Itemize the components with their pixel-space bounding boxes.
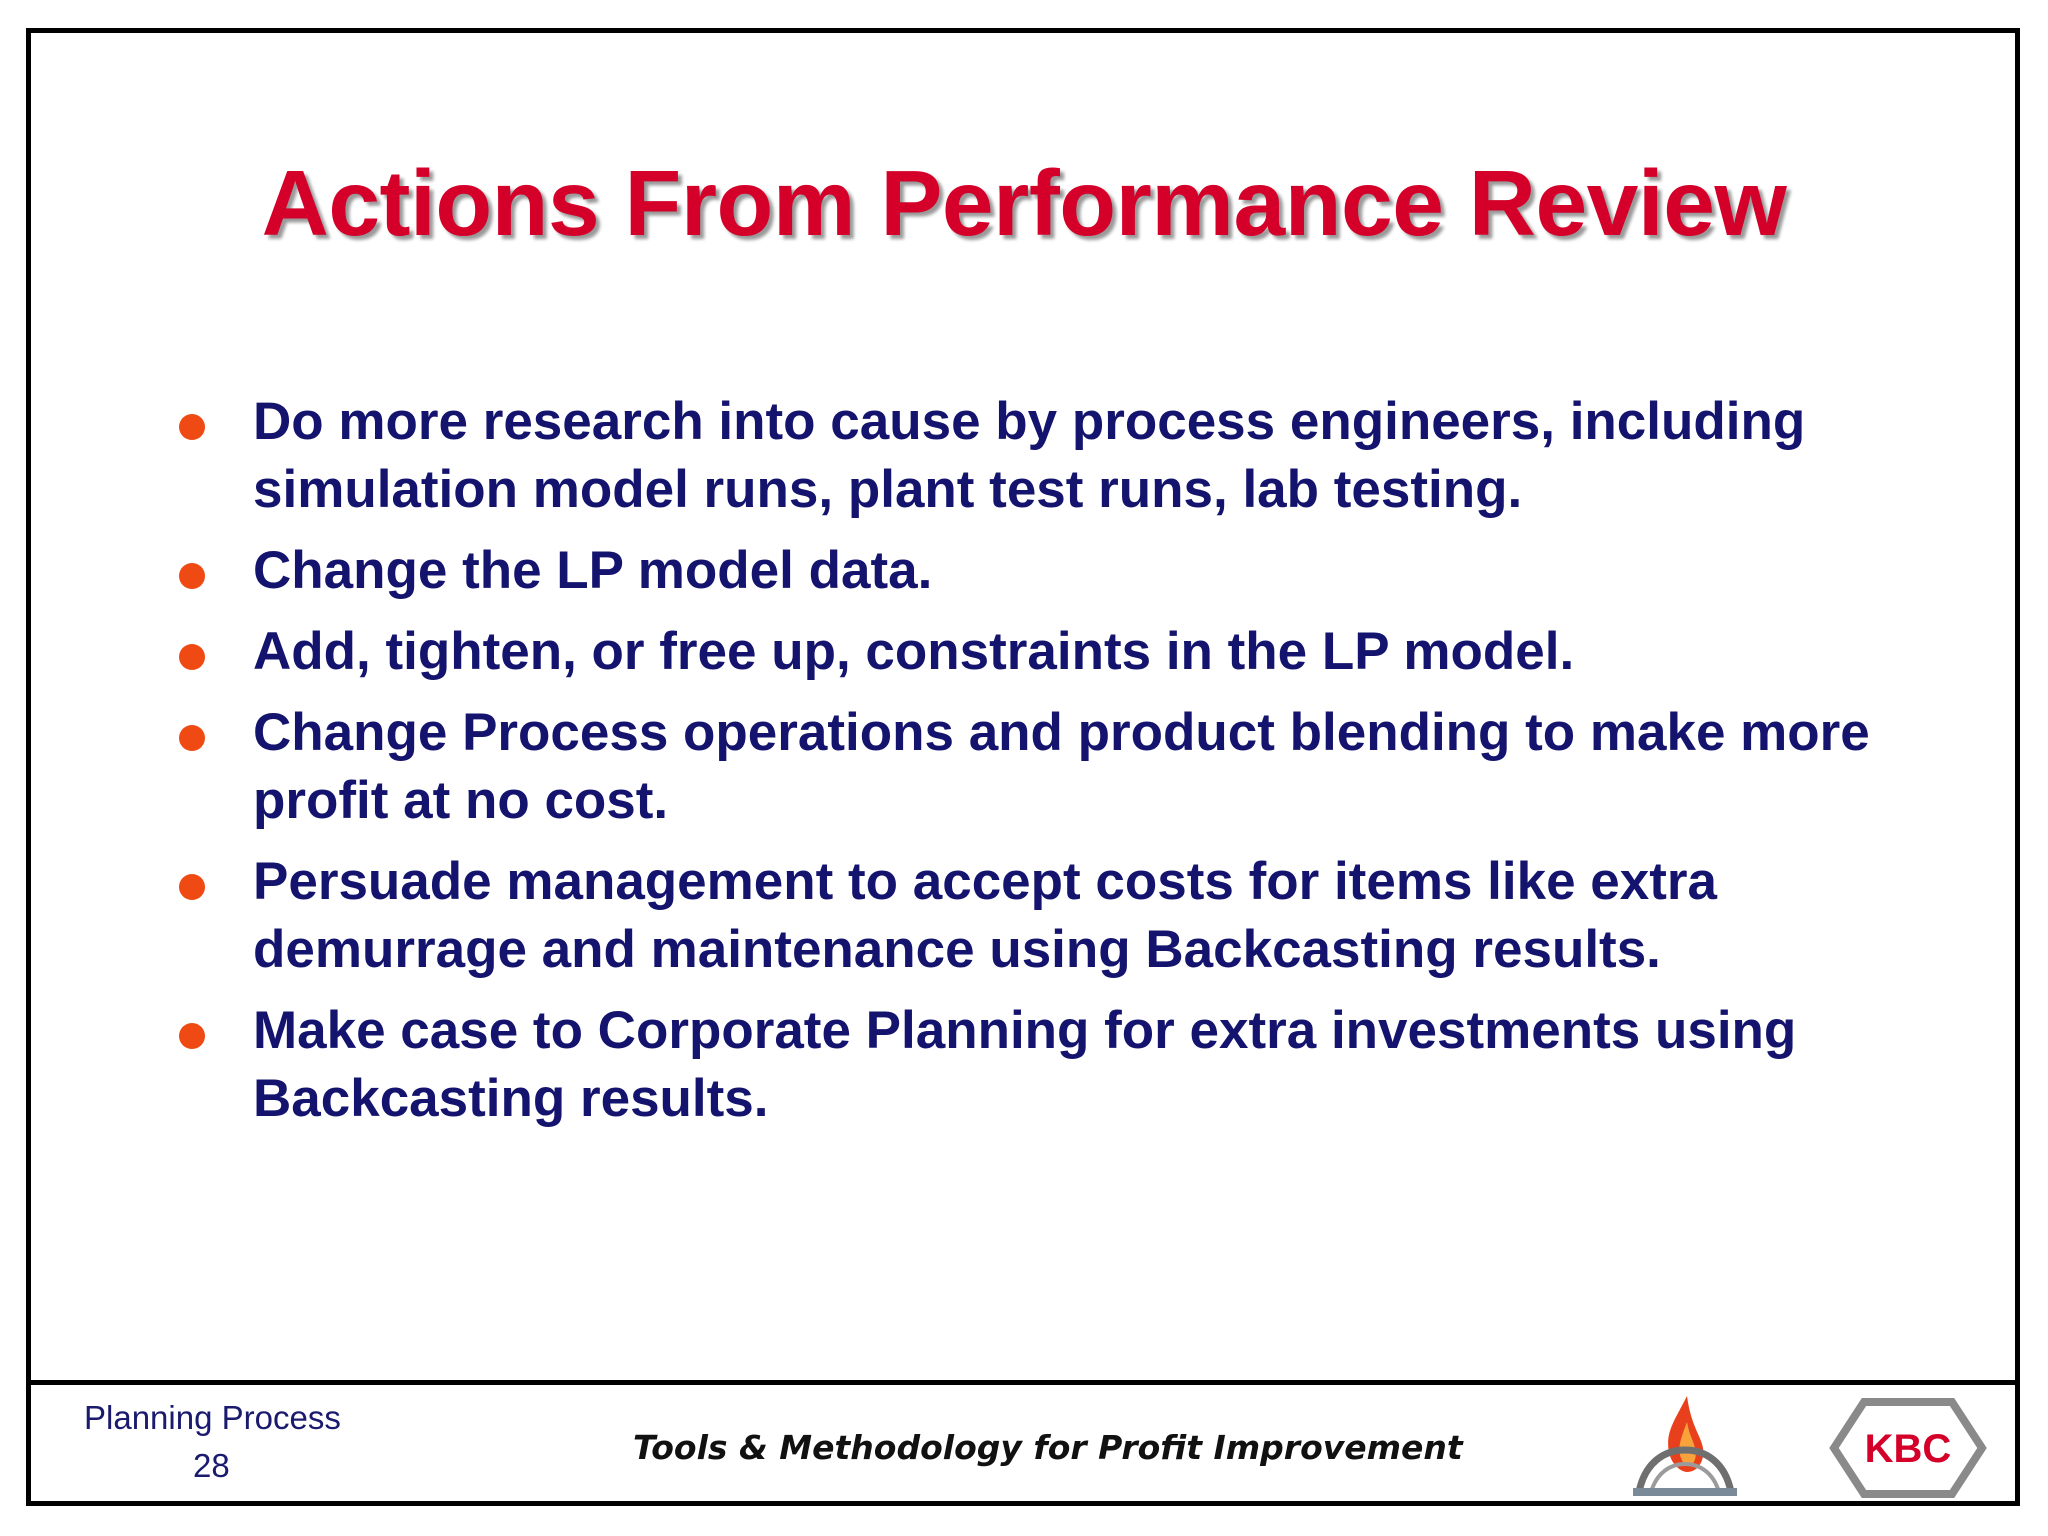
bullet-list bbox=[176, 388, 1876, 1146]
bullet-text: Do more research into cause by process engineers, including simulation model runs, plant test runs, lab testing. bbox=[253, 392, 1806, 519]
bullet-dot-icon bbox=[179, 725, 205, 751]
footer-section-label: Planning Process bbox=[84, 1399, 341, 1436]
bullet-text: Change Process operations and product blending to make more profit at no cost. bbox=[253, 703, 1870, 830]
bullet-item bbox=[176, 537, 1876, 605]
footer-divider bbox=[26, 1380, 2020, 1385]
bullet-text: Add, tighten, or free up, constraints in the LP model. bbox=[253, 622, 1575, 681]
bullet-text: Change the LP model data. bbox=[253, 541, 933, 600]
bullet-item bbox=[176, 848, 1876, 984]
bullet-dot-icon bbox=[179, 1023, 205, 1049]
flame-logo bbox=[1625, 1392, 1745, 1502]
slide-title: Actions From Performance Review bbox=[261, 151, 1787, 255]
kbc-logo bbox=[1828, 1396, 1988, 1500]
bullet-item bbox=[176, 997, 1876, 1133]
bullet-dot-icon bbox=[179, 414, 205, 440]
bullet-item bbox=[176, 388, 1876, 524]
bullet-text: Make case to Corporate Planning for extra investments using Backcasting results. bbox=[253, 1001, 1797, 1128]
bullet-dot-icon bbox=[179, 874, 205, 900]
page-number: 28 bbox=[193, 1447, 230, 1484]
bullet-dot-icon bbox=[179, 644, 205, 670]
bullet-text: Persuade management to accept costs for items like extra demurrage and maintenance using Backcasting results. bbox=[253, 852, 1717, 979]
bullet-dot-icon bbox=[179, 563, 205, 589]
bullet-item bbox=[176, 699, 1876, 835]
bullet-item bbox=[176, 618, 1876, 686]
footer-tagline: Tools & Methodology for Profit Improvement bbox=[633, 1428, 1463, 1467]
kbc-logo-text: KBC bbox=[1864, 1427, 1952, 1471]
